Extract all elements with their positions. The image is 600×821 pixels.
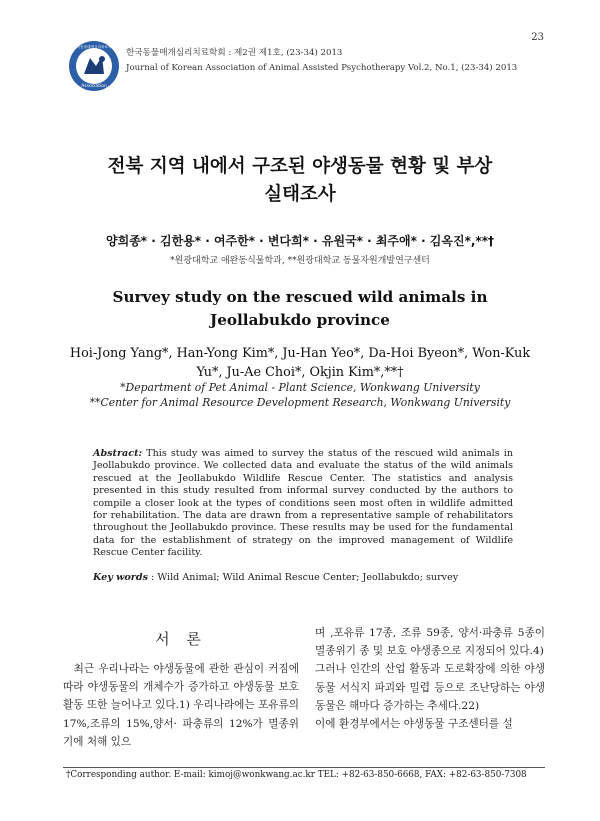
korean-affiliations: *원광대학교 애완동식물학과, **원광대학교 동물자원개발연구센터 (170, 256, 430, 266)
english-affiliations (0, 380, 600, 410)
english-authors-line1: Hoi-Jong Yang*, Han-Yong Kim*, Ju-Han Yeo*, Da-Hoi Byeon*, Won-Kuk (69, 346, 531, 361)
association-logo-icon (68, 40, 120, 92)
body-right-paragraph-1: 며 ,포유류 17종, 조류 59종, 양서·파충류 5종이 멸종위기 종 및 보호 야생종으로 지정되어 있다.4) (315, 627, 545, 658)
footnote-divider (63, 767, 545, 768)
english-authors (56, 344, 544, 382)
korean-title-line2: 실태조사 (264, 184, 336, 205)
body-right-paragraph-2: 그러나 인간의 산업 활동과 도로확장에 의한 야생동물 서식지 파괴와 밀렵 등으로 조난당하는 야생동물은 해마다 증가하는 추세다.22) (315, 663, 545, 712)
abstract-text: This study was aimed to survey the status of the rescued wild animals in Jeollabukdo province. We collected data and evaluate the status of the wild animals rescued at the Jeollabukdo Wildlife Rescue Center. The statistics and analysis presented in this study resulted from informal survey conducted by the authors to compile a closer look at the types of conditions seen most often in wildlife admitted for rehabilitation. The data are drawn from a representative sample of rehabilitators throughout the Jeollabukdo province. These results may be used for the fundamental data for the establishment of strategy on the improved management of Wildlife Rescue Center facility. (93, 448, 513, 559)
english-authors-line2: Yu*, Ju-Ae Choi*, Okjin Kim*,**† (196, 365, 404, 380)
korean-authors: 양희종* · 김한용* · 여주한* · 변다희* · 유원국* · 최주애* · 김옥진*,**† (106, 234, 494, 248)
abstract (93, 448, 513, 560)
affiliation-line2: **Center for Animal Resource Development Research, Wonkwang University (89, 396, 511, 409)
korean-title (0, 153, 600, 209)
english-title: Survey study on the rescued wild animals in Jeollabukdo province (112, 288, 488, 329)
body-left-column: 최근 우리나라는 야생동물에 관한 관심이 커짐에 따라 야생동물의 개체수가 증가하고 야생동물 보호활동 또한 늘어나고 있다.1) 우리나라에는 포유류의 17%,조류의 15%,양서· 파충류의 12%가 멸종위기에 처해 있으 (63, 663, 299, 748)
corresponding-author-footnote: †Corresponding author. E-mail: kimoj@wonkwang.ac.kr TEL: +82-63-850-6668, FAX: +82-63-850-7308 (66, 770, 527, 780)
abstract-label: Abstract: (93, 448, 143, 459)
affiliation-line1: *Department of Pet Animal - Plant Science, Wonkwang University (120, 381, 480, 394)
journal-korean-line: 한국동물매개심리치료학회 : 제2권 제1호, (23-34) 2013 (126, 48, 343, 58)
section-heading-introduction: 서 론 (155, 630, 207, 648)
keywords-label: Key words (93, 572, 148, 583)
logo-korean-text: 한국동물매개심리치료학회 (73, 45, 115, 49)
logo-text: Association (81, 84, 107, 89)
body-right-column (315, 624, 545, 733)
keywords (93, 572, 513, 583)
body-right-paragraph-3: 이에 환경부에서는 야생동물 구조센터를 설 (315, 718, 513, 731)
page-number: 23 (531, 32, 544, 43)
korean-title-line1: 전북 지역 내에서 구조된 야생동물 현황 및 부상 (107, 156, 493, 177)
journal-english-line: Journal of Korean Association of Animal Assisted Psychotherapy Vol.2, No.1, (23-34) 2013 (126, 63, 518, 73)
journal-citation (126, 46, 517, 76)
keywords-text: : Wild Animal; Wild Animal Rescue Center; Jeollabukdo; survey (151, 572, 459, 583)
